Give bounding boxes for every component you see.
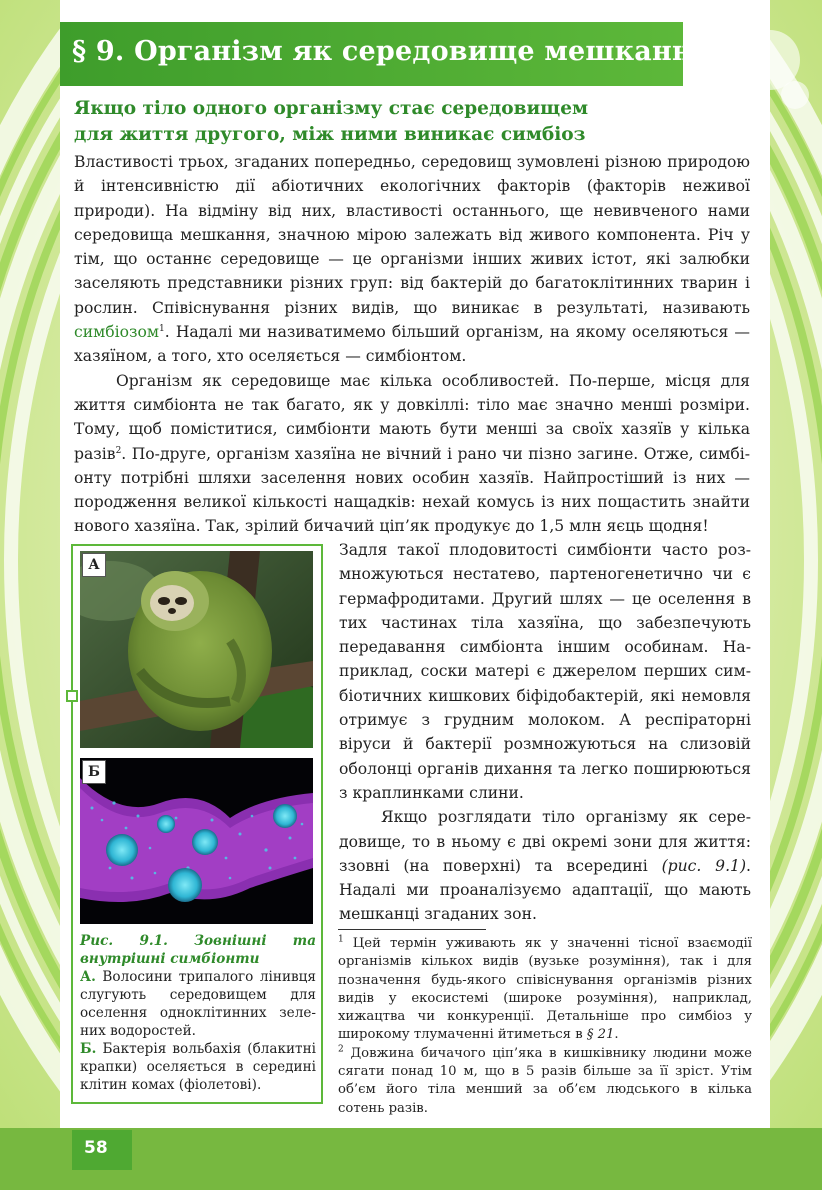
subheading-line-1: Якщо тіло одного організму стає середовищем: [74, 98, 589, 119]
footnote-2: $^2$ Довжина бичачого ціп’яка в кишківнику людини може сягати понад 10 м, що в 5 разів більше за її зріст. Утім об’єм його тіла менший за об’єм людського в кілька сотень разів.: [338, 1044, 752, 1116]
footnote-ref-1: 1: [159, 323, 165, 334]
caption-item-a: А. Волосини трипалого лінивця слугують середовищем для оселення одноклітинних зелених водоростей.: [80, 969, 316, 1039]
paragraph-1: Властивості трьох, згаданих попередньо, середовищ зумовлені різною природою й інтенсивністю дії абіотичних екологічних факторів (факторів неживої природи). На відміну від них, властивості останнього, ще невивченого нами середовища мешкання, значною мірою залежать від живого компонента. Річ у тім, що останнє середовище — це організми інших живих істот, які залюбки заселяють представники різних груп: від бактерій до багатоклітинних тварин і рослин. Співіснування різних видів, що виникає в результаті, називають симбіозом$^1$. Надалі ми називатимемо більший організм, на якому оселяються — хазяїном, а того, хто оселяється — симбіонтом.: [74, 153, 750, 366]
paragraph-3: Задля такої плодовитості симбіонти часто розмножуються нестатево, партеногенетично чи є гермафродитами. Другий шлях — це оселення в тих частинах тіла хазяїна, що забезпечують передавання симбіонта іншим особинам. Наприклад, соски матері є джерелом перших симбіотичних кишкових біфідобактерій, які немовля отримує з грудним молоком. А респіраторні віруси й бактерії розмножуються на слизовій оболонці органів дихання та легко поширюються з краплинками слини.: [339, 541, 751, 802]
paragraph-2: Організм як середовище має кілька особливостей. По-перше, місця для життя симбіонта не так багато, як у довкіллі: тіло має значно менші розміри. Тому, щоб поміститися, симбіонти мають бути менші за своїх хазяїв у кілька разів$^2$. По-друге, організм хазяїна не вічний і рано чи пізно загине. Отже, симбіонту потрібні шляхи заселення нових особин хазяїв. Найпростіший із них — породження великої кількості нащадків: нехай комусь із них пощастить знайти нового хазяїна. Так, зрілий бичачий ціп’як продукує до 1,5 млн яєць щодня!: [74, 371, 750, 536]
paragraph-4: Якщо розглядати тіло організму як середовище, то в ньому є дві окремі зони для життя: ззовні (на поверхні) та всередині (рис. 9.1). Надалі ми проаналізуємо адаптації, що мають мешканці згаданих зон.: [339, 808, 752, 924]
figure-marker: [66, 690, 78, 702]
caption-title: Рис. 9.1. Зовнішні та внутрішні симбіонти: [80, 933, 316, 967]
figure-reference: (рис. 9.1): [661, 856, 747, 875]
footnote-divider: [338, 929, 486, 930]
term-symbiosis: симбіозом: [74, 323, 160, 342]
wolbachia-micrograph: [80, 758, 313, 924]
figure-caption: [80, 932, 316, 1094]
subheading-line-2: для життя другого, між ними виникає симбіоз: [74, 124, 586, 145]
section-subheading: [74, 96, 588, 148]
body-text-right: [339, 538, 751, 927]
body-text-top: [74, 150, 750, 539]
footnotes: [338, 935, 752, 1118]
footnote-ref-2: 2: [115, 445, 122, 456]
sloth-photo: [80, 551, 313, 748]
footnote-1: $^1$ Цей термін уживають як у значенні тісної взаємодії організмів кількох видів (вузьке розуміння), так і для позначення будь-якого співіснування організмів різних видів у екосистемі (широке розуміння), наприклад, хижацтва чи конкуренції. Детальніше про симбіоз у широкому тлумаченні йтиметься в § 21.: [338, 934, 752, 1043]
page-number: 58: [84, 1138, 108, 1158]
photo-label-a: А: [82, 553, 106, 577]
caption-item-b: Б. Бактерія вольбахія (блакитні крапки) оселяється в середині клітин комах (фіолетові).: [80, 1041, 316, 1093]
photo-label-b: Б: [82, 760, 106, 784]
page-title: § 9. Організм як середовище мешкання: [72, 36, 713, 67]
